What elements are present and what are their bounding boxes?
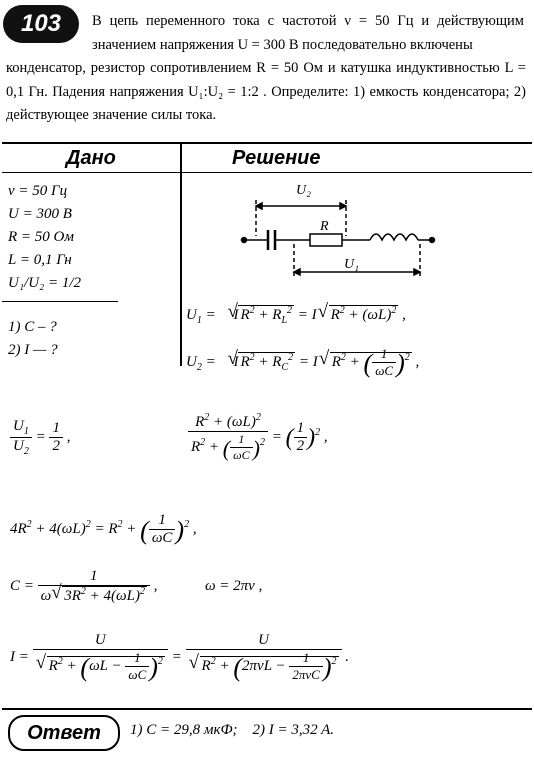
answer-values: 1) C = 29,8 мкФ; 2) I = 3,32 A.	[130, 722, 335, 738]
equation-capacitance: C = $\frac{1}{\omega√ 3R^2 + 4(\omega L)^2}$ , ω = 2πν ,	[10, 568, 262, 605]
problem-number-badge: 103	[3, 5, 79, 43]
answer-top-rule	[2, 708, 532, 710]
circuit-label-r: R	[320, 219, 329, 234]
solution-header: Решение	[232, 147, 321, 169]
equation-squared-ratio: $R^2 + (\omega L)^2$ $R^2$ + ( $\frac{1}{\omega C}$ )$^2$ = ( $\frac{1}{2}$ )$^2$ ,	[188, 412, 328, 463]
equation-u1: $U_1 = I√$ $R^2 + R_L^2 = I√$ $R^2 + (\omega L)^2$ ,	[186, 305, 406, 326]
resistor-box	[310, 234, 342, 246]
equation-current: I = U √ $R^2 + (\omega L$ − $\frac{1}{\omega C}$ )$^2$ = U √ $R^2 + (2\pi\nu L$ − $\frac{1}{\text{2πνC}}$ )$^2$ .	[10, 632, 349, 683]
equation-ratio: $\frac{U_1}{U_2}$ = $\frac{1}{2}$ ,	[10, 418, 70, 457]
find-capacitance: 1) C – ?	[8, 319, 57, 335]
circuit-label-u1: U₁	[344, 257, 359, 272]
given-voltage: U = 300 В	[8, 206, 72, 222]
given-solution-divider	[180, 142, 182, 366]
find-current: 2) I — ?	[8, 342, 58, 358]
given-header: Дано	[66, 147, 116, 169]
given-voltage-ratio: U₁/U₂ = 1/2	[8, 275, 82, 291]
table-header-rule	[2, 172, 532, 173]
table-top-rule	[2, 142, 532, 144]
inductor-coil	[370, 234, 418, 240]
given-resistance: R = 50 Ом	[8, 229, 74, 245]
equation-u2: $U_2 = I√$ $R^2 + R_C^2 = I√$ $R^2$ + ( $\frac{1}{\omega C}$ )$^2$ ,	[186, 346, 419, 379]
circuit-terminal-right	[430, 238, 435, 243]
given-find-divider	[2, 301, 118, 302]
problem-statement-line1: В цепь переменного тока с частотой ν = 50 Гц и действующим значением напряжения U = 300 В последовательно включены	[92, 13, 524, 53]
given-frequency: ν = 50 Гц	[8, 183, 68, 199]
circuit-label-u2: U₂	[296, 183, 311, 198]
problem-statement-continuation: конденсатор, резистор сопротивлением R = 50 Ом и катушка индуктивностью L = 0,1 Гн. Падения напряжения U₁:U₂ = 1:2 . Определите: 1) емкость конденсатора; 2) действующее значение силы тока.	[6, 60, 526, 123]
given-inductance: L = 0,1 Гн	[8, 252, 72, 268]
answer-label: Ответ	[27, 721, 101, 744]
answer-label-box	[8, 715, 120, 751]
circuit-diagram	[238, 180, 438, 280]
equation-expanded: $4R^2 + 4(\omega L)^2 = R^2$ + ( $\frac{1}{\omega C}$ )$^2$ ,	[10, 512, 197, 546]
